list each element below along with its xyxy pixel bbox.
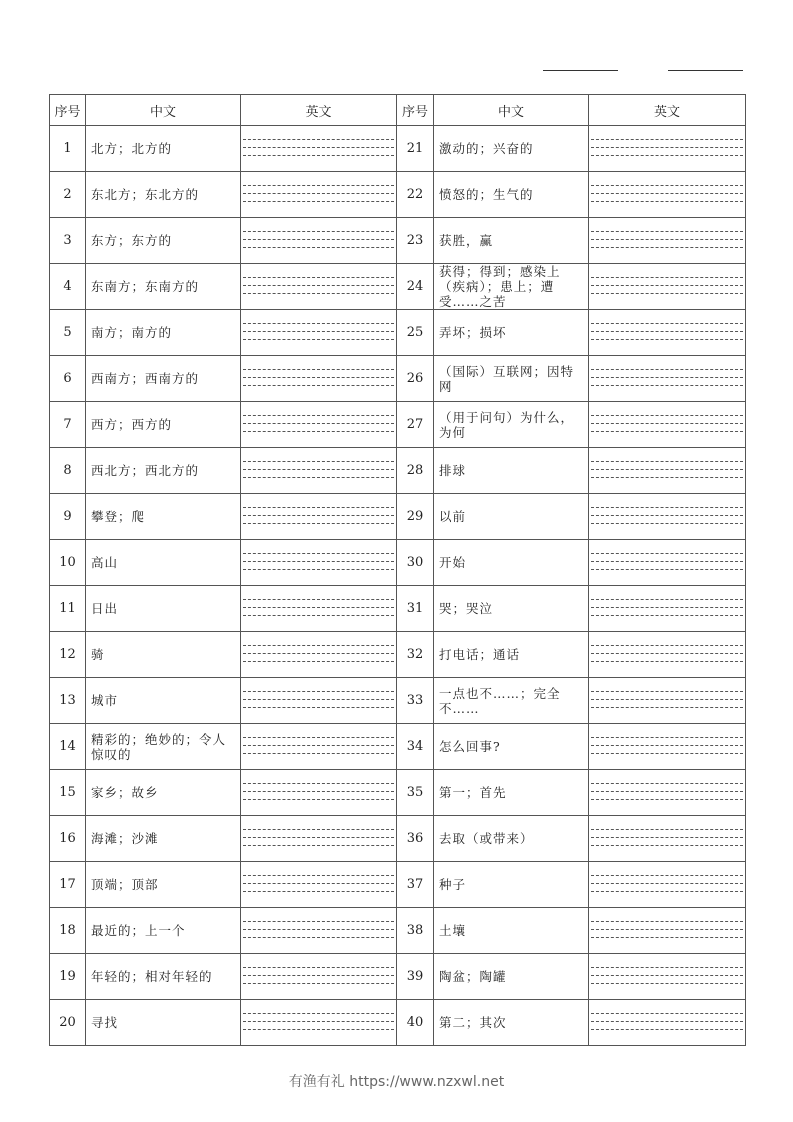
writing-line (591, 653, 743, 654)
chinese-meaning: 西南方；西南方的 (86, 356, 241, 402)
english-answer-cell[interactable] (241, 862, 397, 908)
writing-line (591, 201, 743, 202)
entry-number: 36 (397, 816, 434, 862)
chinese-meaning: 获胜，赢 (434, 218, 589, 264)
entry-number: 12 (50, 632, 86, 678)
table-row (50, 1000, 746, 1046)
writing-line (591, 139, 743, 140)
chinese-meaning: 东南方；东南方的 (86, 264, 241, 310)
writing-line (591, 699, 743, 700)
writing-line (243, 285, 394, 286)
writing-line (243, 553, 394, 554)
writing-line (591, 883, 743, 884)
writing-line (243, 829, 394, 830)
writing-line (243, 891, 394, 892)
writing-line (591, 599, 743, 600)
writing-line (591, 1021, 743, 1022)
entry-number: 35 (397, 770, 434, 816)
english-answer-cell[interactable] (241, 908, 397, 954)
writing-line (243, 699, 394, 700)
english-answer-cell[interactable] (241, 310, 397, 356)
writing-line (243, 691, 394, 692)
entry-number: 19 (50, 954, 86, 1000)
writing-line (591, 829, 743, 830)
writing-line (591, 691, 743, 692)
writing-line (243, 707, 394, 708)
english-answer-cell[interactable] (589, 908, 746, 954)
writing-line (591, 553, 743, 554)
chinese-meaning: 家乡；故乡 (86, 770, 241, 816)
english-answer-cell[interactable] (241, 264, 397, 310)
english-answer-cell[interactable] (241, 954, 397, 1000)
english-answer-cell[interactable] (241, 402, 397, 448)
english-answer-cell[interactable] (589, 816, 746, 862)
header-english-left: 英文 (241, 95, 397, 126)
writing-line (243, 599, 394, 600)
english-answer-cell[interactable] (241, 770, 397, 816)
table-row (50, 356, 746, 402)
vocabulary-table (49, 94, 746, 1046)
chinese-meaning: 骑 (86, 632, 241, 678)
english-answer-cell[interactable] (589, 356, 746, 402)
writing-line (243, 193, 394, 194)
writing-line (243, 523, 394, 524)
writing-line (591, 247, 743, 248)
writing-line (591, 921, 743, 922)
entry-number: 39 (397, 954, 434, 1000)
writing-line (591, 891, 743, 892)
chinese-meaning: 以前 (434, 494, 589, 540)
writing-line (243, 323, 394, 324)
writing-line (591, 645, 743, 646)
writing-line (243, 147, 394, 148)
chinese-meaning: （用于问句）为什么，为何 (434, 402, 589, 448)
entry-number: 33 (397, 678, 434, 724)
writing-line (591, 737, 743, 738)
english-answer-cell[interactable] (589, 770, 746, 816)
entry-number: 26 (397, 356, 434, 402)
writing-line (243, 239, 394, 240)
table-row (50, 540, 746, 586)
writing-line (591, 983, 743, 984)
entry-number: 10 (50, 540, 86, 586)
writing-line (243, 645, 394, 646)
writing-line (243, 837, 394, 838)
table-row (50, 494, 746, 540)
writing-line (591, 431, 743, 432)
writing-line (591, 837, 743, 838)
writing-line (243, 231, 394, 232)
english-answer-cell[interactable] (589, 678, 746, 724)
entry-number: 31 (397, 586, 434, 632)
writing-line (591, 185, 743, 186)
writing-line (591, 277, 743, 278)
english-answer-cell[interactable] (589, 586, 746, 632)
writing-line (591, 385, 743, 386)
chinese-meaning: 北方；北方的 (86, 126, 241, 172)
entry-number: 6 (50, 356, 86, 402)
table-row (50, 678, 746, 724)
english-answer-cell[interactable] (241, 172, 397, 218)
chinese-meaning: 日出 (86, 586, 241, 632)
writing-line (591, 967, 743, 968)
writing-line (591, 845, 743, 846)
writing-line (591, 515, 743, 516)
writing-line (591, 293, 743, 294)
entry-number: 7 (50, 402, 86, 448)
writing-line (243, 883, 394, 884)
writing-line (243, 515, 394, 516)
writing-line (591, 461, 743, 462)
writing-line (243, 737, 394, 738)
english-answer-cell[interactable] (589, 1000, 746, 1046)
writing-line (591, 799, 743, 800)
header-english-right: 英文 (589, 95, 746, 126)
entry-number: 9 (50, 494, 86, 540)
table-row (50, 126, 746, 172)
entry-number: 38 (397, 908, 434, 954)
chinese-meaning: 哭；哭泣 (434, 586, 589, 632)
chinese-meaning: 高山 (86, 540, 241, 586)
chinese-meaning: 西北方；西北方的 (86, 448, 241, 494)
writing-line (591, 477, 743, 478)
english-answer-cell[interactable] (589, 724, 746, 770)
writing-line (591, 231, 743, 232)
english-answer-cell[interactable] (589, 632, 746, 678)
entry-number: 22 (397, 172, 434, 218)
writing-line (591, 1013, 743, 1014)
writing-line (591, 1029, 743, 1030)
writing-line (591, 323, 743, 324)
writing-line (243, 331, 394, 332)
writing-line (243, 369, 394, 370)
entry-number: 17 (50, 862, 86, 908)
writing-line (591, 561, 743, 562)
table-row (50, 172, 746, 218)
writing-line (243, 921, 394, 922)
class-blank-line[interactable] (668, 70, 743, 71)
writing-line (591, 975, 743, 976)
entry-number: 30 (397, 540, 434, 586)
chinese-meaning: 弄坏；损坏 (434, 310, 589, 356)
name-blank-line[interactable] (543, 70, 618, 71)
header-chinese-right: 中文 (434, 95, 589, 126)
writing-line (591, 147, 743, 148)
chinese-meaning: 南方；南方的 (86, 310, 241, 356)
entry-number: 40 (397, 1000, 434, 1046)
writing-line (591, 193, 743, 194)
writing-line (591, 937, 743, 938)
writing-line (243, 415, 394, 416)
english-answer-cell[interactable] (589, 862, 746, 908)
writing-line (243, 507, 394, 508)
entry-number: 2 (50, 172, 86, 218)
writing-line (243, 791, 394, 792)
entry-number: 1 (50, 126, 86, 172)
writing-line (243, 477, 394, 478)
english-answer-cell[interactable] (589, 540, 746, 586)
table-row (50, 632, 746, 678)
writing-line (591, 239, 743, 240)
writing-line (243, 607, 394, 608)
entry-number: 21 (397, 126, 434, 172)
chinese-meaning: 陶盆；陶罐 (434, 954, 589, 1000)
chinese-meaning: 海滩；沙滩 (86, 816, 241, 862)
writing-line (243, 247, 394, 248)
chinese-meaning: 种子 (434, 862, 589, 908)
writing-line (591, 507, 743, 508)
english-answer-cell[interactable] (241, 448, 397, 494)
table-row (50, 770, 746, 816)
chinese-meaning: 激动的；兴奋的 (434, 126, 589, 172)
writing-line (591, 783, 743, 784)
writing-line (243, 975, 394, 976)
table-row (50, 448, 746, 494)
entry-number: 5 (50, 310, 86, 356)
english-answer-cell[interactable] (241, 494, 397, 540)
chinese-meaning: 西方；西方的 (86, 402, 241, 448)
writing-line (591, 791, 743, 792)
entry-number: 18 (50, 908, 86, 954)
writing-line (243, 423, 394, 424)
writing-line (243, 339, 394, 340)
entry-number: 3 (50, 218, 86, 264)
table-row (50, 310, 746, 356)
writing-line (591, 753, 743, 754)
chinese-meaning: 城市 (86, 678, 241, 724)
entry-number: 11 (50, 586, 86, 632)
english-answer-cell[interactable] (241, 724, 397, 770)
english-answer-cell[interactable] (589, 402, 746, 448)
entry-number: 32 (397, 632, 434, 678)
entry-number: 23 (397, 218, 434, 264)
writing-line (243, 461, 394, 462)
entry-number: 14 (50, 724, 86, 770)
table-row (50, 862, 746, 908)
chinese-meaning: 寻找 (86, 1000, 241, 1046)
english-answer-cell[interactable] (241, 816, 397, 862)
entry-number: 20 (50, 1000, 86, 1046)
table-header-row (50, 95, 746, 126)
writing-line (591, 607, 743, 608)
entry-number: 13 (50, 678, 86, 724)
english-answer-cell[interactable] (589, 310, 746, 356)
writing-line (591, 331, 743, 332)
english-answer-cell[interactable] (241, 126, 397, 172)
header-number-left: 序号 (50, 95, 86, 126)
writing-line (243, 185, 394, 186)
writing-line (591, 875, 743, 876)
entry-number: 24 (397, 264, 434, 310)
writing-line (591, 285, 743, 286)
chinese-meaning: 打电话；通话 (434, 632, 589, 678)
english-answer-cell[interactable] (241, 678, 397, 724)
writing-line (243, 155, 394, 156)
header-number-right: 序号 (397, 95, 434, 126)
writing-line (243, 783, 394, 784)
entry-number: 27 (397, 402, 434, 448)
header-chinese-left: 中文 (86, 95, 241, 126)
writing-line (243, 799, 394, 800)
writing-line (591, 929, 743, 930)
writing-line (243, 277, 394, 278)
writing-line (591, 745, 743, 746)
chinese-meaning: 排球 (434, 448, 589, 494)
chinese-meaning: 获得；得到；感染上（疾病）；患上；遭受……之苦 (434, 264, 589, 310)
chinese-meaning: 第二；其次 (434, 1000, 589, 1046)
chinese-meaning: 开始 (434, 540, 589, 586)
writing-line (591, 661, 743, 662)
writing-line (591, 377, 743, 378)
entry-number: 28 (397, 448, 434, 494)
entry-number: 15 (50, 770, 86, 816)
chinese-meaning: 最近的；上一个 (86, 908, 241, 954)
entry-number: 29 (397, 494, 434, 540)
writing-line (243, 1013, 394, 1014)
english-answer-cell[interactable] (589, 448, 746, 494)
table-row (50, 724, 746, 770)
english-answer-cell[interactable] (241, 586, 397, 632)
chinese-meaning: （国际）互联网；因特网 (434, 356, 589, 402)
chinese-meaning: 顶端；顶部 (86, 862, 241, 908)
chinese-meaning: 东方；东方的 (86, 218, 241, 264)
english-answer-cell[interactable] (241, 218, 397, 264)
chinese-meaning: 第一；首先 (434, 770, 589, 816)
chinese-meaning: 土壤 (434, 908, 589, 954)
english-answer-cell[interactable] (589, 264, 746, 310)
entry-number: 25 (397, 310, 434, 356)
writing-line (243, 431, 394, 432)
writing-line (243, 293, 394, 294)
table-row (50, 816, 746, 862)
writing-line (243, 385, 394, 386)
table-row (50, 954, 746, 1000)
chinese-meaning: 去取（或带来） (434, 816, 589, 862)
writing-line (243, 983, 394, 984)
writing-line (591, 369, 743, 370)
chinese-meaning: 愤怒的；生气的 (434, 172, 589, 218)
writing-line (243, 967, 394, 968)
writing-line (243, 569, 394, 570)
writing-line (243, 561, 394, 562)
english-answer-cell[interactable] (241, 356, 397, 402)
chinese-meaning: 怎么回事? (434, 724, 589, 770)
table-row (50, 402, 746, 448)
english-answer-cell[interactable] (589, 494, 746, 540)
writing-line (243, 745, 394, 746)
english-answer-cell[interactable] (241, 632, 397, 678)
english-answer-cell[interactable] (241, 1000, 397, 1046)
table-row (50, 586, 746, 632)
chinese-meaning: 东北方；东北方的 (86, 172, 241, 218)
writing-line (243, 377, 394, 378)
table-row (50, 218, 746, 264)
footer-watermark: 有渔有礼 https://www.nzxwl.net (288, 1074, 505, 1090)
writing-line (243, 201, 394, 202)
chinese-meaning: 精彩的；绝妙的；令人惊叹的 (86, 724, 241, 770)
writing-line (591, 415, 743, 416)
table-row (50, 264, 746, 310)
writing-line (591, 469, 743, 470)
writing-line (243, 139, 394, 140)
english-answer-cell[interactable] (589, 126, 746, 172)
writing-line (243, 937, 394, 938)
writing-line (243, 845, 394, 846)
writing-line (591, 155, 743, 156)
chinese-meaning: 一点也不……；完全不…… (434, 678, 589, 724)
entry-number: 16 (50, 816, 86, 862)
writing-line (243, 1021, 394, 1022)
english-answer-cell[interactable] (589, 218, 746, 264)
writing-line (243, 661, 394, 662)
writing-line (243, 875, 394, 876)
chinese-meaning: 年轻的；相对年轻的 (86, 954, 241, 1000)
writing-line (243, 653, 394, 654)
writing-line (591, 707, 743, 708)
writing-line (591, 523, 743, 524)
entry-number: 4 (50, 264, 86, 310)
english-answer-cell[interactable] (241, 540, 397, 586)
entry-number: 8 (50, 448, 86, 494)
writing-line (243, 929, 394, 930)
entry-number: 37 (397, 862, 434, 908)
writing-line (591, 615, 743, 616)
table-row (50, 908, 746, 954)
writing-line (591, 423, 743, 424)
writing-line (591, 339, 743, 340)
writing-line (243, 469, 394, 470)
english-answer-cell[interactable] (589, 172, 746, 218)
writing-line (243, 615, 394, 616)
writing-line (591, 569, 743, 570)
writing-line (243, 753, 394, 754)
writing-line (243, 1029, 394, 1030)
english-answer-cell[interactable] (589, 954, 746, 1000)
entry-number: 34 (397, 724, 434, 770)
chinese-meaning: 攀登；爬 (86, 494, 241, 540)
